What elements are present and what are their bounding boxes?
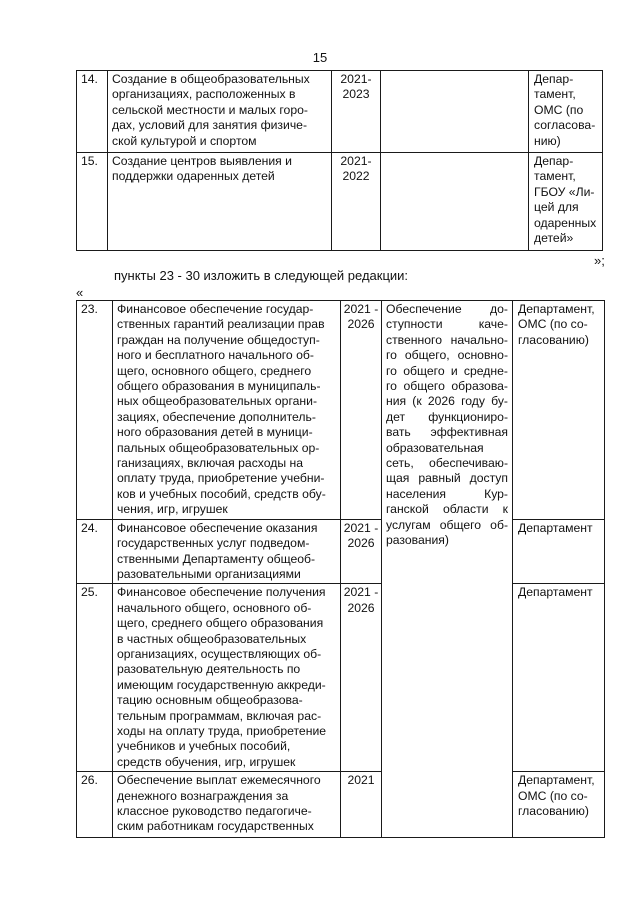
result-line: ственного начально- [386, 332, 508, 347]
activity-line: классное руководство педагогиче- [117, 804, 312, 818]
year-line: 2026 [347, 600, 375, 615]
responsible-line: согласова- [534, 118, 596, 133]
year-line: 2021 - [343, 302, 379, 316]
years-cell [341, 301, 382, 520]
result-line: го общего, основно- [386, 348, 508, 363]
row-number: 26. [77, 772, 113, 838]
row-number: 15. [77, 153, 108, 251]
activity-line: тацию основным общеобразова- [117, 693, 303, 708]
year-line: 2021 - [343, 585, 379, 600]
activity-line: ходы на оплату труда, приобретение [117, 723, 327, 738]
responsible-line: Департамент [518, 520, 593, 535]
opening-quote: « [76, 285, 84, 300]
responsible-line: гласованию) [518, 804, 589, 818]
result-line: го общего образова- [386, 379, 508, 394]
table-new-edition [76, 300, 605, 838]
activity-line: тельным программам, включая рас- [117, 708, 322, 723]
activity-cell [113, 519, 341, 584]
result-line: населения Кур- [386, 486, 508, 501]
years-cell [341, 772, 382, 838]
activity-line: ных общеобразовательных органи- [117, 394, 318, 409]
instruction-text: пункты 23 - 30 изложить в следующей редакции: [114, 268, 409, 283]
activity-line: ков и учебных пособий, средств обу- [117, 486, 326, 501]
table-row-14 [77, 71, 603, 153]
activity-line: Финансовое обеспечение оказания [117, 520, 318, 535]
row-number: 24. [77, 519, 113, 584]
activity-line: поддержки одаренных детей [112, 169, 275, 184]
activity-line: Финансовое обеспечение государ- [117, 302, 314, 316]
responsible-line: Депар- [534, 154, 574, 168]
activity-line: Обеспечение выплат ежемесячного [117, 773, 321, 788]
row-number: 14. [77, 71, 108, 153]
responsible-line: тамент, [534, 87, 576, 102]
year-line: 2021- [340, 72, 372, 86]
activity-line: ским работникам государственных [117, 819, 314, 834]
result-line: разования) [386, 533, 449, 548]
activity-line: начального общего, основного об- [117, 600, 312, 615]
activity-line: разовательную деятельность по [117, 662, 301, 677]
responsible-cell [529, 153, 603, 251]
responsible-cell [513, 301, 605, 520]
activity-line: щего, основного общего, среднего [117, 363, 312, 378]
activity-line: средств обучения, игр, игрушек [117, 754, 296, 769]
table-row-15 [77, 153, 603, 251]
responsible-cell [529, 71, 603, 153]
responsible-line: Департамент, [518, 773, 595, 788]
activity-line: ской культурой и спортом [112, 133, 257, 148]
responsible-line: Депар- [534, 72, 574, 86]
responsible-line: ОМС (по со- [518, 788, 588, 803]
activity-line: общего образования в муниципаль- [117, 379, 321, 394]
result-line: образовательная [386, 440, 484, 455]
result-line: ганской области к [386, 502, 508, 517]
responsible-line: Департамент, [518, 302, 595, 316]
result-line: вать эффективная [386, 425, 508, 440]
activity-cell [108, 71, 332, 153]
result-line: го общего и средне- [386, 363, 508, 378]
responsible-line: нию) [534, 133, 561, 148]
activity-line: Создание в общеобразовательных [112, 72, 310, 86]
activity-line: оплату труда, приобретение учебни- [117, 471, 325, 486]
year-line: 2022 [342, 169, 370, 184]
year-line: 2026 [347, 536, 375, 551]
result-cell [381, 153, 529, 251]
responsible-cell [513, 772, 605, 838]
row-number: 25. [77, 584, 113, 772]
year-line: 2021- [340, 154, 372, 168]
table-continued [76, 70, 603, 251]
responsible-cell [513, 519, 605, 584]
activity-line: ственных гарантий реализации прав [117, 317, 325, 332]
activity-line: Финансовое обеспечение получения [117, 585, 326, 600]
activity-line: государственных услуг подведом- [117, 536, 310, 551]
result-line: ния (к 2026 году бу- [386, 394, 508, 409]
responsible-line: гласованию) [518, 332, 589, 347]
result-cell [381, 71, 529, 153]
activity-line: организациях, осуществляющих об- [117, 646, 322, 661]
activity-line: организациях, расположенных в [112, 87, 296, 102]
activity-line: денежного вознаграждения за [117, 788, 289, 803]
table-row-23 [77, 301, 605, 520]
activity-line: щего, среднего общего образования [117, 616, 324, 631]
years-cell [341, 519, 382, 584]
year-line: 2023 [342, 87, 370, 102]
activity-line: пальных общеобразовательных ор- [117, 440, 320, 455]
activity-line: ственными Департаменту общеоб- [117, 551, 316, 566]
activity-line: ганизациях, включая расходы на [117, 456, 304, 471]
year-line: 2021 [347, 773, 375, 788]
responsible-line: ОМС (по со- [518, 317, 588, 332]
responsible-line: ОМС (по [534, 102, 584, 117]
result-cell-shared [382, 301, 513, 838]
activity-line: учебников и учебных пособий, [117, 739, 291, 754]
result-line: Обеспечение до- [386, 302, 508, 316]
responsible-line: Департамент [518, 585, 593, 600]
activity-line: ного образования детей в муници- [117, 425, 313, 440]
row-number: 23. [77, 301, 113, 520]
responsible-line: одаренных [534, 215, 597, 230]
activity-line: дах, условий для занятия физиче- [112, 118, 308, 133]
activity-line: Создание центров выявления и [112, 154, 292, 168]
responsible-cell [513, 584, 605, 772]
closing-quote: »; [594, 253, 605, 268]
activity-line: чения, игр, игрушек [117, 502, 228, 517]
result-line: щая равный доступ [386, 471, 508, 486]
table-row-26 [77, 772, 605, 838]
result-line: услугам общего об- [386, 517, 508, 532]
years-cell [332, 71, 381, 153]
activity-line: имеющим государственную аккреди- [117, 677, 326, 692]
result-line: сеть, обеспечиваю- [386, 456, 508, 471]
table-row-25 [77, 584, 605, 772]
result-line: ступности каче- [386, 317, 508, 332]
result-line: дет функциониро- [386, 409, 508, 424]
responsible-line: цей для [534, 200, 579, 215]
years-cell [341, 584, 382, 772]
years-cell [332, 153, 381, 251]
activity-cell [113, 301, 341, 520]
activity-line: сельской местности и малых горо- [112, 102, 308, 117]
activity-line: зациях, обеспечение дополнитель- [117, 409, 316, 424]
activity-line: в частных общеобразовательных [117, 631, 307, 646]
activity-cell [113, 772, 341, 838]
responsible-line: детей» [534, 231, 574, 246]
page-number: 15 [312, 50, 328, 65]
year-line: 2026 [347, 317, 375, 332]
activity-line: граждан на получение общедоступ- [117, 332, 320, 347]
year-line: 2021 - [343, 520, 379, 535]
responsible-line: ГБОУ «Ли- [534, 184, 595, 199]
responsible-line: тамент, [534, 169, 576, 184]
activity-line: ного и бесплатного начального об- [117, 348, 314, 363]
activity-cell [113, 584, 341, 772]
activity-cell [108, 153, 332, 251]
table-row-24 [77, 519, 605, 584]
activity-line: разовательными организациями [117, 566, 301, 581]
